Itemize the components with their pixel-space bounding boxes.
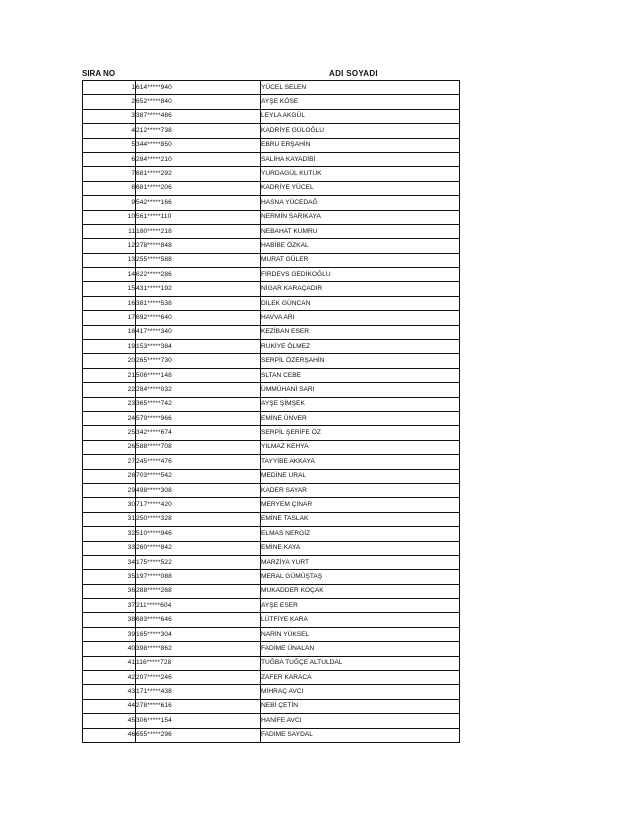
id-number-cell: 165*****304 bbox=[136, 627, 261, 641]
sira-no-cell: 5 bbox=[83, 138, 136, 152]
sira-no-cell: 16 bbox=[83, 296, 136, 310]
id-number-cell: 703*****542 bbox=[136, 469, 261, 483]
sira-no-cell: 38 bbox=[83, 613, 136, 627]
sira-no-cell: 20 bbox=[83, 354, 136, 368]
name-cell: AYŞE ŞİMŞEK bbox=[261, 397, 460, 411]
table-row bbox=[83, 671, 460, 685]
id-number-cell: 207*****246 bbox=[136, 671, 261, 685]
sira-no-cell: 39 bbox=[83, 627, 136, 641]
sira-no-cell: 25 bbox=[83, 426, 136, 440]
table-row bbox=[83, 527, 460, 541]
table-row bbox=[83, 124, 460, 138]
id-number-cell: 265*****730 bbox=[136, 354, 261, 368]
id-number-cell: 116*****728 bbox=[136, 656, 261, 670]
table-row bbox=[83, 541, 460, 555]
table-row bbox=[83, 685, 460, 699]
name-cell: LÜTFİYE KARA bbox=[261, 613, 460, 627]
sira-no-cell: 22 bbox=[83, 383, 136, 397]
id-number-cell: 387*****486 bbox=[136, 109, 261, 123]
sira-no-cell: 13 bbox=[83, 253, 136, 267]
name-cell: YILMAZ KEHYA bbox=[261, 440, 460, 454]
table-row bbox=[83, 555, 460, 569]
name-cell: HASNA YÜCEDAĞ bbox=[261, 196, 460, 210]
table-row bbox=[83, 642, 460, 656]
sira-no-cell: 30 bbox=[83, 498, 136, 512]
id-number-cell: 506*****148 bbox=[136, 368, 261, 382]
id-number-cell: 681*****206 bbox=[136, 181, 261, 195]
table-row bbox=[83, 570, 460, 584]
table-row bbox=[83, 152, 460, 166]
name-cell: HAVVA ARI bbox=[261, 311, 460, 325]
id-number-cell: 212*****738 bbox=[136, 124, 261, 138]
name-cell: EMİNE KAYA bbox=[261, 541, 460, 555]
table-row bbox=[83, 167, 460, 181]
name-cell: MERAL GÜMÜŞTAŞ bbox=[261, 570, 460, 584]
sira-no-cell: 4 bbox=[83, 124, 136, 138]
table-row bbox=[83, 224, 460, 238]
header-sira-no: SIRA NO bbox=[82, 69, 116, 78]
name-cell: ELMAS NERGİZ bbox=[261, 527, 460, 541]
id-number-cell: 260*****842 bbox=[136, 541, 261, 555]
name-cell: SALİHA KAYADİBİ bbox=[261, 152, 460, 166]
name-cell: KADRİYE GÜLOĞLU bbox=[261, 124, 460, 138]
table-row bbox=[83, 627, 460, 641]
table-row bbox=[83, 469, 460, 483]
sira-no-cell: 2 bbox=[83, 95, 136, 109]
sira-no-cell: 35 bbox=[83, 570, 136, 584]
sira-no-cell: 27 bbox=[83, 455, 136, 469]
id-number-cell: 344*****850 bbox=[136, 138, 261, 152]
id-number-cell: 588*****708 bbox=[136, 440, 261, 454]
table-row bbox=[83, 440, 460, 454]
id-number-cell: 417*****340 bbox=[136, 325, 261, 339]
id-number-cell: 175*****522 bbox=[136, 555, 261, 569]
id-number-cell: 561*****110 bbox=[136, 210, 261, 224]
id-number-cell: 655*****296 bbox=[136, 728, 261, 742]
id-number-cell: 245*****476 bbox=[136, 455, 261, 469]
table-row bbox=[83, 368, 460, 382]
table-row bbox=[83, 699, 460, 713]
name-cell: AYŞE KÖSE bbox=[261, 95, 460, 109]
name-cell: SERPİL ÖZERŞAHİN bbox=[261, 354, 460, 368]
id-number-cell: 652*****840 bbox=[136, 95, 261, 109]
table-row bbox=[83, 311, 460, 325]
sira-no-cell: 26 bbox=[83, 440, 136, 454]
name-cell: KEZİBAN ESER bbox=[261, 325, 460, 339]
name-cell: NEBAHAT KUMRU bbox=[261, 224, 460, 238]
sira-no-cell: 29 bbox=[83, 483, 136, 497]
name-cell: TUĞBA TUĞÇE ALTULDAL bbox=[261, 656, 460, 670]
table-row bbox=[83, 325, 460, 339]
sira-no-cell: 42 bbox=[83, 671, 136, 685]
sira-no-cell: 11 bbox=[83, 224, 136, 238]
id-number-cell: 381*****538 bbox=[136, 296, 261, 310]
sira-no-cell: 8 bbox=[83, 181, 136, 195]
sira-no-cell: 36 bbox=[83, 584, 136, 598]
name-cell: NERMİN SARIKAYA bbox=[261, 210, 460, 224]
sira-no-cell: 23 bbox=[83, 397, 136, 411]
id-number-cell: 683*****646 bbox=[136, 613, 261, 627]
name-cell: MERYEM ÇINAR bbox=[261, 498, 460, 512]
table-row bbox=[83, 584, 460, 598]
name-cell: HANİFE AVCI bbox=[261, 714, 460, 728]
sira-no-cell: 24 bbox=[83, 411, 136, 425]
name-cell: NEBİ ÇETİN bbox=[261, 699, 460, 713]
id-number-cell: 498*****308 bbox=[136, 483, 261, 497]
table-row bbox=[83, 340, 460, 354]
name-cell: EBRU ERŞAHİN bbox=[261, 138, 460, 152]
id-number-cell: 284*****210 bbox=[136, 152, 261, 166]
name-cell: FİRDEVS GEDİKOĞLU bbox=[261, 268, 460, 282]
name-cell: YURDAGÜL KUTUK bbox=[261, 167, 460, 181]
header-adi-soyadi: ADI SOYADI bbox=[329, 69, 378, 78]
name-cell: SERPİL ŞERİFE ÖZ bbox=[261, 426, 460, 440]
name-list-body bbox=[83, 81, 460, 743]
sira-no-cell: 12 bbox=[83, 239, 136, 253]
name-cell: FADİME ÜNALAN bbox=[261, 642, 460, 656]
name-cell: ZAFER KARACA bbox=[261, 671, 460, 685]
name-cell: MİHRAÇ AVCI bbox=[261, 685, 460, 699]
id-number-cell: 342*****674 bbox=[136, 426, 261, 440]
name-cell: YÜCEL SELEN bbox=[261, 81, 460, 95]
sira-no-cell: 1 bbox=[83, 81, 136, 95]
table-row bbox=[83, 268, 460, 282]
table-row bbox=[83, 81, 460, 95]
table-row bbox=[83, 397, 460, 411]
table-row bbox=[83, 109, 460, 123]
id-number-cell: 579*****966 bbox=[136, 411, 261, 425]
sira-no-cell: 18 bbox=[83, 325, 136, 339]
sira-no-cell: 21 bbox=[83, 368, 136, 382]
name-cell: SLTAN CEBE bbox=[261, 368, 460, 382]
id-number-cell: 306*****154 bbox=[136, 714, 261, 728]
table-row bbox=[83, 282, 460, 296]
table-row bbox=[83, 196, 460, 210]
table-row bbox=[83, 95, 460, 109]
id-number-cell: 278*****848 bbox=[136, 239, 261, 253]
sira-no-cell: 15 bbox=[83, 282, 136, 296]
name-cell: EMİNE TASLAK bbox=[261, 512, 460, 526]
table-row bbox=[83, 210, 460, 224]
sira-no-cell: 3 bbox=[83, 109, 136, 123]
id-number-cell: 692*****640 bbox=[136, 311, 261, 325]
name-cell: ÜMMÜHANİ SARI bbox=[261, 383, 460, 397]
name-cell: NİGAR KARAÇADIR bbox=[261, 282, 460, 296]
table-row bbox=[83, 728, 460, 742]
table-row bbox=[83, 138, 460, 152]
table-row bbox=[83, 426, 460, 440]
table-row bbox=[83, 296, 460, 310]
id-number-cell: 288*****268 bbox=[136, 584, 261, 598]
id-number-cell: 365*****742 bbox=[136, 397, 261, 411]
table-row bbox=[83, 714, 460, 728]
id-number-cell: 614*****940 bbox=[136, 81, 261, 95]
name-cell: AYŞE ESER bbox=[261, 599, 460, 613]
sira-no-cell: 32 bbox=[83, 527, 136, 541]
table-row bbox=[83, 411, 460, 425]
sira-no-cell: 33 bbox=[83, 541, 136, 555]
table-row bbox=[83, 354, 460, 368]
name-cell: TAYYİBE AKKAYA bbox=[261, 455, 460, 469]
table-row bbox=[83, 455, 460, 469]
table-row bbox=[83, 483, 460, 497]
name-cell: MEDİNE URAL bbox=[261, 469, 460, 483]
name-cell: KADER SAYAR bbox=[261, 483, 460, 497]
table-row bbox=[83, 383, 460, 397]
table-row bbox=[83, 239, 460, 253]
id-number-cell: 180*****218 bbox=[136, 224, 261, 238]
id-number-cell: 542*****166 bbox=[136, 196, 261, 210]
sira-no-cell: 41 bbox=[83, 656, 136, 670]
id-number-cell: 250*****328 bbox=[136, 512, 261, 526]
sira-no-cell: 45 bbox=[83, 714, 136, 728]
name-cell: KADRİYE YÜCEL bbox=[261, 181, 460, 195]
id-number-cell: 171*****438 bbox=[136, 685, 261, 699]
sira-no-cell: 7 bbox=[83, 167, 136, 181]
id-number-cell: 197*****088 bbox=[136, 570, 261, 584]
sira-no-cell: 43 bbox=[83, 685, 136, 699]
name-cell: LEYLA AKGÜL bbox=[261, 109, 460, 123]
sira-no-cell: 46 bbox=[83, 728, 136, 742]
sira-no-cell: 6 bbox=[83, 152, 136, 166]
name-cell: RUKİYE ÖLMEZ bbox=[261, 340, 460, 354]
table-row bbox=[83, 613, 460, 627]
id-number-cell: 681*****292 bbox=[136, 167, 261, 181]
sira-no-cell: 31 bbox=[83, 512, 136, 526]
sira-no-cell: 17 bbox=[83, 311, 136, 325]
table-row bbox=[83, 656, 460, 670]
sira-no-cell: 34 bbox=[83, 555, 136, 569]
id-number-cell: 153*****384 bbox=[136, 340, 261, 354]
name-cell: DİLEK GÜNCAN bbox=[261, 296, 460, 310]
id-number-cell: 278*****616 bbox=[136, 699, 261, 713]
table-row bbox=[83, 498, 460, 512]
name-cell: NARİN YÜKSEL bbox=[261, 627, 460, 641]
name-cell: MUKADDER KOÇAK bbox=[261, 584, 460, 598]
name-cell: FADİME SAYDAL bbox=[261, 728, 460, 742]
id-number-cell: 398*****862 bbox=[136, 642, 261, 656]
table-row bbox=[83, 253, 460, 267]
name-cell: HABİBE ÖZKAL bbox=[261, 239, 460, 253]
sira-no-cell: 19 bbox=[83, 340, 136, 354]
sira-no-cell: 28 bbox=[83, 469, 136, 483]
table-row bbox=[83, 512, 460, 526]
id-number-cell: 284*****032 bbox=[136, 383, 261, 397]
id-number-cell: 510*****946 bbox=[136, 527, 261, 541]
sira-no-cell: 40 bbox=[83, 642, 136, 656]
sira-no-cell: 9 bbox=[83, 196, 136, 210]
name-list-table bbox=[82, 80, 460, 743]
id-number-cell: 431*****192 bbox=[136, 282, 261, 296]
name-cell: EMİNE ÜNVER bbox=[261, 411, 460, 425]
table-row bbox=[83, 181, 460, 195]
name-cell: MARZİYA YURT bbox=[261, 555, 460, 569]
sira-no-cell: 44 bbox=[83, 699, 136, 713]
id-number-cell: 211*****604 bbox=[136, 599, 261, 613]
id-number-cell: 255*****588 bbox=[136, 253, 261, 267]
table-row bbox=[83, 599, 460, 613]
sira-no-cell: 10 bbox=[83, 210, 136, 224]
id-number-cell: 717*****420 bbox=[136, 498, 261, 512]
id-number-cell: 622*****286 bbox=[136, 268, 261, 282]
sira-no-cell: 14 bbox=[83, 268, 136, 282]
name-cell: MURAT GÜLER bbox=[261, 253, 460, 267]
sira-no-cell: 37 bbox=[83, 599, 136, 613]
